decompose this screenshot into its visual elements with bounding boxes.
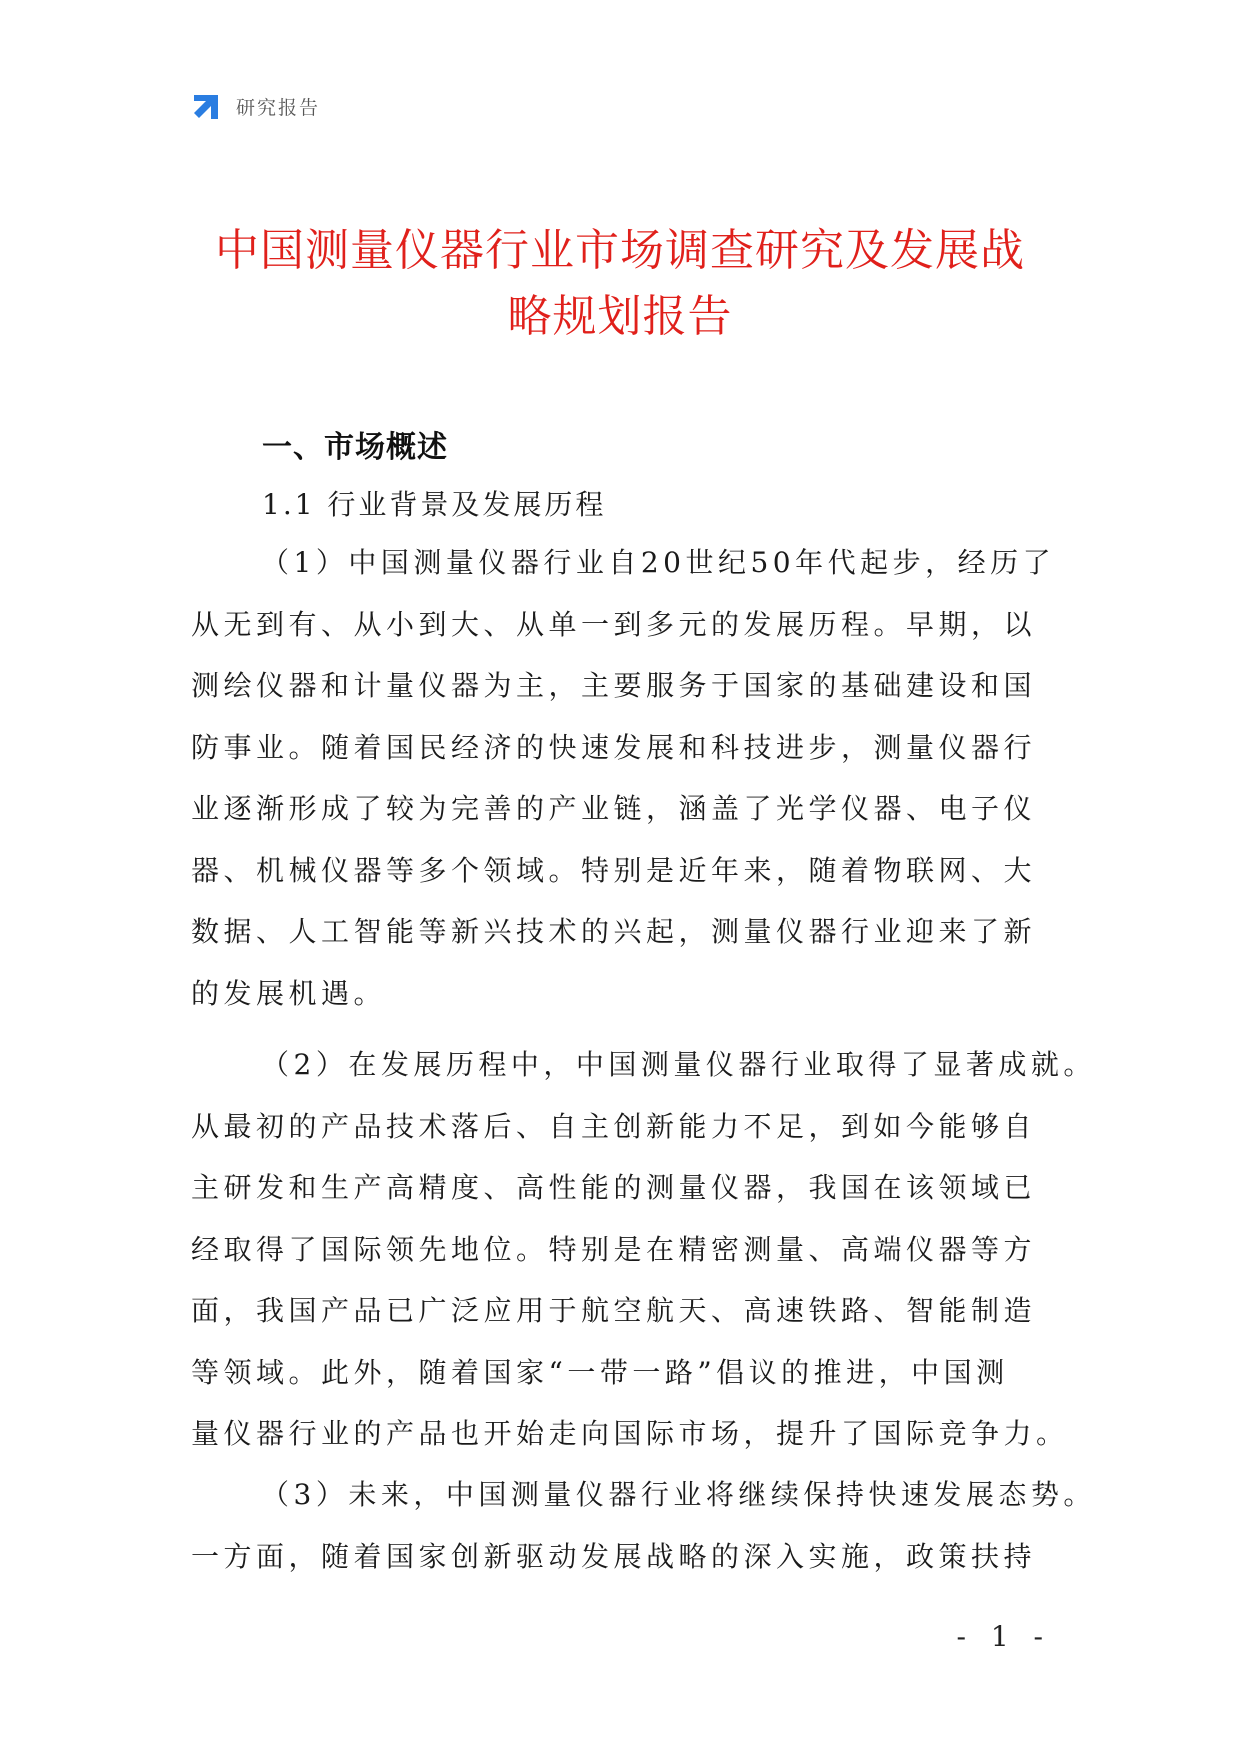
paragraph-line: 经取得了国际领先地位。特别是在精密测量、高端仪器等方 [191,1232,1037,1266]
paragraph-line: （2）在发展历程中，中国测量仪器行业取得了显著成就。 [261,1048,1096,1081]
paragraph-line: 防事业。随着国民经济的快速发展和科技进步，测量仪器行 [191,730,1037,764]
paragraph-line: 主研发和生产高精度、高性能的测量仪器，我国在该领域已 [191,1171,1037,1204]
paragraph-line: 的发展机遇。 [191,976,387,1010]
paragraph-line: 从最初的产品技术落后、自主创新能力不足，到如今能够自 [191,1109,1037,1143]
paragraph-line: （1）中国测量仪器行业自20世纪50年代起步，经历了 [261,546,1056,579]
paragraph-1 [191,532,1061,1024]
paragraph-line: 量仪器行业的产品也开始走向国际市场，提升了国际竞争力。 [191,1417,1069,1450]
document-header [190,88,320,124]
paragraph-line: 业逐渐形成了较为完善的产业链，涵盖了光学仪器、电子仪 [191,792,1037,825]
title-line-1: 中国测量仪器行业市场调查研究及发展战 [215,225,1025,276]
paragraph-line: 一方面，随着国家创新驱动发展战略的深入实施，政策扶持 [191,1539,1037,1573]
page-number: - 1 - [956,1620,1051,1653]
paragraph-line: 器、机械仪器等多个领域。特别是近年来，随着物联网、大 [191,853,1037,887]
header-label: 研究报告 [236,96,321,119]
section-heading: 一、市场概述 [262,430,448,465]
title-line-2: 略规划报告 [507,291,733,342]
paragraph-line: 等领域。此外，随着国家“一带一路”倡议的推进，中国测 [191,1355,1009,1389]
paragraph-line: 面，我国产品已广泛应用于航空航天、高速铁路、智能制造 [191,1294,1037,1327]
paragraph-2 [191,1034,1096,1465]
paragraph-line: （3）未来，中国测量仪器行业将继续保持快速发展态势。 [261,1478,1096,1511]
paragraph-line: 从无到有、从小到大、从单一到多元的发展历程。早期，以 [191,607,1037,641]
sub-heading: 1.1 行业背景及发展历程 [262,488,607,521]
arrow-up-right-icon [190,89,224,123]
paragraph-3 [191,1464,1096,1587]
document-title [170,218,1070,350]
paragraph-line: 数据、人工智能等新兴技术的兴起，测量仪器行业迎来了新 [191,915,1037,948]
paragraph-line: 测绘仪器和计量仪器为主，主要服务于国家的基础建设和国 [191,669,1037,702]
